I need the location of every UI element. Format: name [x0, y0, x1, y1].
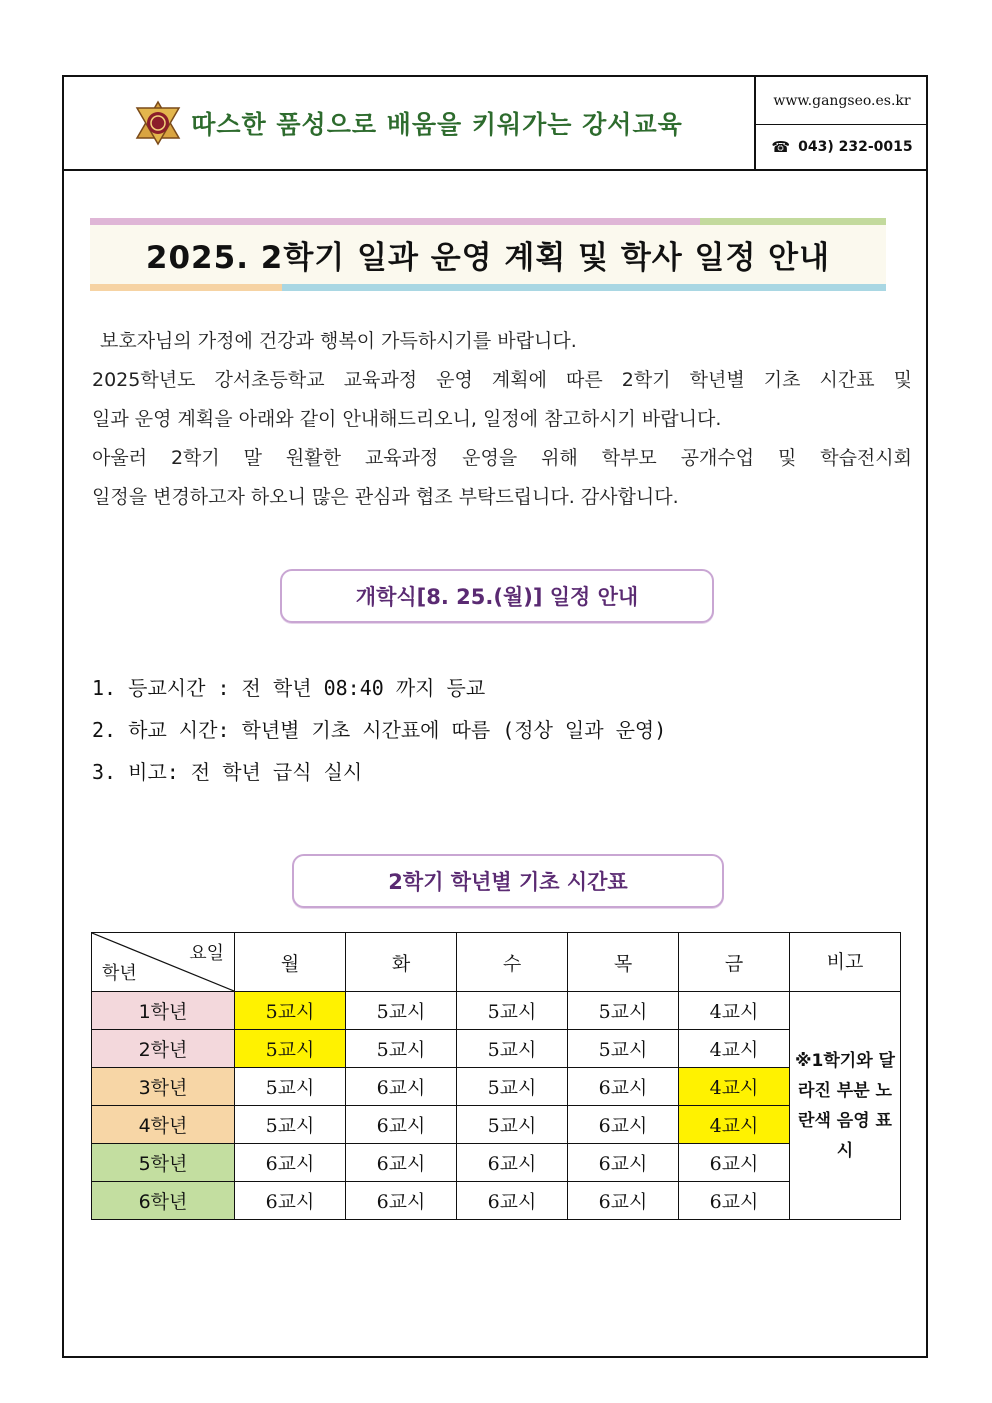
period-cell: 6교시	[346, 1068, 457, 1106]
list-item: 2. 하교 시간: 학년별 기초 시간표에 따름 (정상 일과 운영)	[92, 718, 667, 742]
phone-number: 043) 232-0015	[798, 139, 913, 155]
intro-paragraph	[92, 322, 912, 517]
period-cell: 5교시	[235, 992, 346, 1030]
corner-grade-label: 학년	[102, 963, 137, 984]
grade-label: 4학년	[92, 1106, 235, 1144]
period-cell: 6교시	[457, 1144, 568, 1182]
day-header: 월	[235, 933, 346, 992]
corner-day-label: 요일	[189, 943, 224, 964]
period-cell: 5교시	[457, 1068, 568, 1106]
school-website[interactable]: www.gangseo.es.kr	[756, 77, 928, 125]
period-cell: 5교시	[346, 992, 457, 1030]
period-cell: 6교시	[679, 1182, 790, 1220]
grade-label: 2학년	[92, 1030, 235, 1068]
title-banner	[90, 218, 886, 290]
period-cell: 6교시	[457, 1182, 568, 1220]
highlight-note: ※1학기와 달라진 부분 노란색 음영 표시	[795, 1050, 895, 1161]
period-cell: 4교시	[679, 1030, 790, 1068]
opening-ceremony-heading: 개학식[8. 25.(월)] 일정 안내	[280, 569, 714, 623]
period-cell: 5교시	[346, 1030, 457, 1068]
intro-line: 일과 운영 계획을 아래와 같이 안내해드리오니, 일정에 참고하시기 바랍니다.	[92, 408, 722, 430]
period-cell: 6교시	[568, 1106, 679, 1144]
period-cell: 4교시	[679, 992, 790, 1030]
title-bar-bottom-right	[282, 284, 886, 291]
day-header: 화	[346, 933, 457, 992]
period-cell: 6교시	[679, 1144, 790, 1182]
period-cell: 5교시	[457, 1106, 568, 1144]
title-bar-bottom-left	[90, 284, 282, 291]
period-cell: 6교시	[568, 1182, 679, 1220]
document-frame	[62, 75, 928, 1358]
telephone-icon: ☎	[771, 138, 791, 156]
period-cell: 4교시	[679, 1068, 790, 1106]
letter-header	[64, 77, 926, 171]
period-cell: 4교시	[679, 1106, 790, 1144]
intro-line: 2025학년도 강서초등학교 교육과정 운영 계획에 따른 2학기 학년별 기초 시간표 및	[92, 369, 912, 391]
period-cell: 5교시	[457, 992, 568, 1030]
period-cell: 6교시	[346, 1182, 457, 1220]
timetable-heading: 2학기 학년별 기초 시간표	[292, 854, 724, 908]
page-title: 2025. 2학기 일과 운영 계획 및 학사 일정 안내	[145, 240, 831, 276]
table-row	[92, 1144, 901, 1182]
grade-label: 6학년	[92, 1182, 235, 1220]
intro-line: 아울러 2학기 말 원활한 교육과정 운영을 위해 학부모 공개수업 및 학습전시회	[92, 447, 912, 469]
day-header: 수	[457, 933, 568, 992]
table-row	[92, 1106, 901, 1144]
table-row	[92, 1030, 901, 1068]
title-bar-top-right	[700, 218, 886, 225]
title-bar-top-left	[90, 218, 700, 225]
period-cell: 5교시	[568, 992, 679, 1030]
grade-label: 3학년	[92, 1068, 235, 1106]
table-row	[92, 992, 901, 1030]
table-row	[92, 1068, 901, 1106]
period-cell: 6교시	[235, 1144, 346, 1182]
period-cell: 6교시	[346, 1144, 457, 1182]
period-cell: 5교시	[235, 1030, 346, 1068]
period-cell: 6교시	[235, 1182, 346, 1220]
table-header-row	[92, 933, 901, 992]
period-cell: 5교시	[568, 1030, 679, 1068]
grade-label: 5학년	[92, 1144, 235, 1182]
period-cell: 6교시	[568, 1144, 679, 1182]
school-phone	[756, 125, 928, 169]
list-item: 3. 비고: 전 학년 급식 실시	[92, 760, 363, 784]
day-header: 목	[568, 933, 679, 992]
note-header: 비고	[790, 933, 901, 992]
table-corner-cell	[92, 933, 235, 992]
intro-line: 보호자님의 가정에 건강과 행복이 가득하시기를 바랍니다.	[100, 330, 577, 352]
period-cell: 6교시	[568, 1068, 679, 1106]
note-cell	[790, 992, 901, 1220]
period-cell: 5교시	[457, 1030, 568, 1068]
header-motto-area	[64, 77, 754, 169]
list-item: 1. 등교시간 : 전 학년 08:40 까지 등교	[92, 676, 486, 700]
period-cell: 5교시	[235, 1106, 346, 1144]
school-motto: 따스한 품성으로 배움을 키워가는 강서교육	[191, 110, 683, 139]
opening-schedule-list	[92, 667, 666, 793]
period-cell: 5교시	[235, 1068, 346, 1106]
grade-timetable	[91, 932, 901, 1220]
day-header: 금	[679, 933, 790, 992]
intro-line: 일정을 변경하고자 하오니 많은 관심과 협조 부탁드립니다. 감사합니다.	[92, 486, 679, 508]
contact-box	[754, 77, 928, 169]
grade-label: 1학년	[92, 992, 235, 1030]
school-emblem-icon	[135, 100, 181, 146]
table-row	[92, 1182, 901, 1220]
period-cell: 6교시	[346, 1106, 457, 1144]
